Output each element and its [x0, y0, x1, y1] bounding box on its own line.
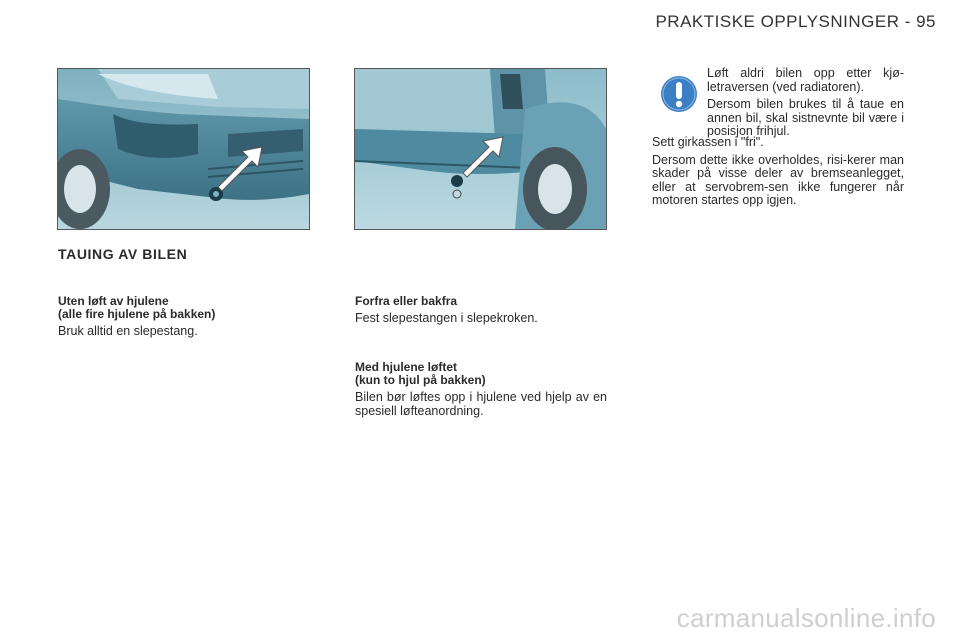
without-lift-section: [58, 295, 310, 338]
without-lift-heading-line2: (alle fire hjulene på bakken): [58, 307, 216, 321]
warning-para-1: Løft aldri bilen opp etter kjø-letraversen (ved radiatoren).: [707, 66, 904, 94]
with-lift-heading-line2: (kun to hjul på bakken): [355, 373, 486, 387]
notes-para-1: Sett girkassen i "fri".: [652, 135, 764, 149]
watermark: carmanualsonline.info: [676, 603, 936, 633]
front-rear-heading: Forfra eller bakfra: [355, 294, 458, 308]
without-lift-heading-line1: Uten løft av hjulene: [58, 294, 169, 308]
without-lift-body: Bruk alltid en slepestang.: [58, 324, 198, 338]
warning-para-2: Dersom bilen brukes til å taue en annen bil, skal sistnevnte bil være i posisjon frihjul.: [707, 97, 904, 138]
front-tow-hook-photo: [57, 68, 310, 230]
notes-section: [652, 136, 904, 212]
front-rear-section: [355, 295, 607, 325]
with-lift-heading-line1: Med hjulene løftet: [355, 360, 457, 374]
page-header: PRAKTISKE OPPLYSNINGER - 95: [655, 12, 936, 31]
rear-tow-hook-photo: [354, 68, 607, 230]
exclamation-icon: [660, 75, 698, 113]
section-title: TAUING AV BILEN: [58, 246, 188, 262]
with-lift-body: Bilen bør løftes opp i hjulene ved hjelp av en spesiell løfteanordning.: [355, 390, 607, 418]
front-rear-body: Fest slepestangen i slepekroken.: [355, 311, 538, 325]
notes-para-2: Dersom dette ikke overholdes, risi-kerer man skader på visse deler av bremseanlegget, eller at servobrem-sen ikke fungerer når motoren startes opp igjen.: [652, 152, 904, 207]
with-lift-section: [355, 361, 607, 418]
warning-box: [707, 67, 904, 143]
